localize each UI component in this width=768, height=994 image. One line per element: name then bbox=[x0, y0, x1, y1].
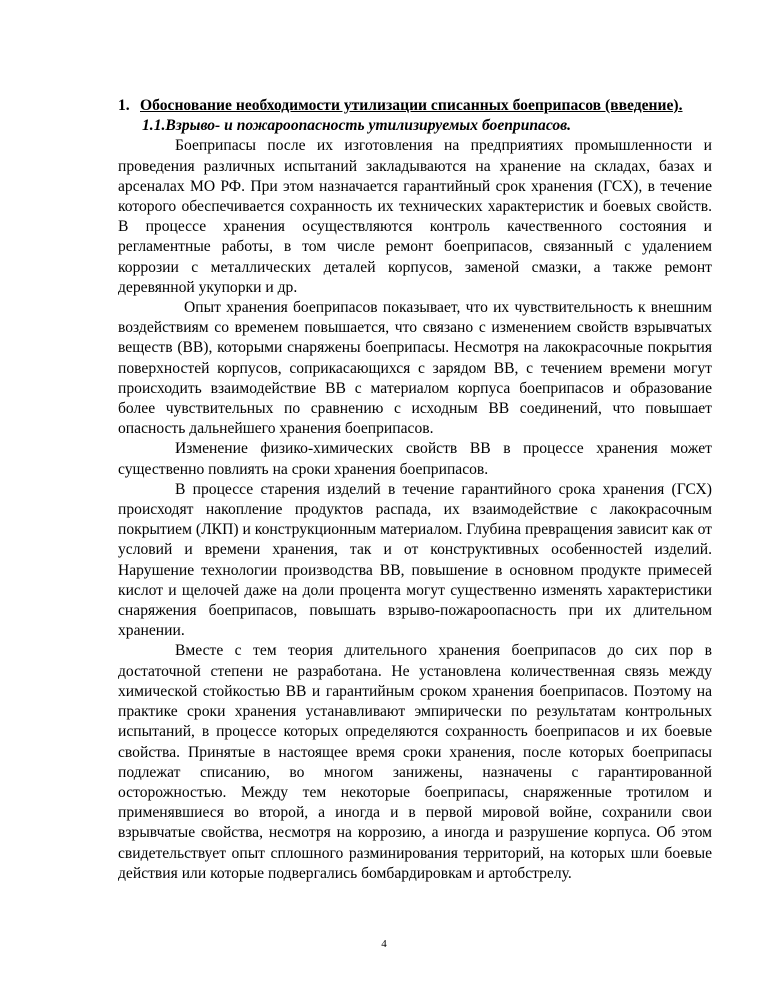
paragraph-2: Опыт хранения боеприпасов показывает, что их чувствительность к внешним воздействиям со временем повышается, что связано с изменением свойств взрывчатых веществ (ВВ), которыми снаряжены боеприпасы. Несмотря на лакокрасочные покрытия поверхностей корпусов, соприкасающихся с зарядом ВВ, с течением времени могут происходить взаимодействие ВВ с материалом корпуса боеприпасов и образование более чувствительных по сравнению с исходным ВВ соединений, что повышает опасность дальнейшего хранения боеприпасов. bbox=[118, 299, 712, 438]
subsection-heading: 1.1.Взрыво- и пожароопасность утилизируемых боеприпасов. bbox=[142, 117, 572, 135]
section-title: Обоснование необходимости утилизации списанных боеприпасов (введение). bbox=[140, 97, 683, 114]
paragraph-1: Боеприпасы после их изготовления на предприятиях промышленности и проведения различных испытаний закладываются на хранение на складах, базах и арсеналах МО РФ. При этом назначается гарантийный срок хранения (ГСХ), в течение которого обеспечивается сохранность их технических характеристик и боевых свойств. В процессе хранения осуществляются контроль качественного состояния и регламентные работы, в том числе ремонт боеприпасов, связанный с удалением коррозии с металлических деталей корпусов, заменой смазки, а также ремонт деревянной укупорки и др. bbox=[118, 137, 712, 296]
section-heading bbox=[118, 96, 712, 116]
section-number: 1. bbox=[118, 97, 130, 114]
paragraph-4: В процессе старения изделий в течение гарантийного срока хранения (ГСХ) происходят накопление продуктов распада, их взаимодействие с лакокрасочным покрытием (ЛКП) и конструкционным материалом. Глубина превращения зависит как от условий и времени хранения, так и от конструктивных особенностей изделий. Нарушение технологии производства ВВ, повышение в основном продукте примесей кислот и щелочей даже на доли процента могут существенно изменять характеристики снаряжения боеприпасов, повышать взрыво-пожароопасность при их длительном хранении. bbox=[118, 480, 712, 640]
paragraph-3: Изменение физико-химических свойств ВВ в процессе хранения может существенно повлиять на сроки хранения боеприпасов. bbox=[118, 440, 712, 478]
page-content bbox=[118, 96, 712, 884]
paragraph-5: Вместе с тем теория длительного хранения боеприпасов до сих пор в достаточной степени не разработана. Не установлена количественная связь между химической стойкостью ВВ и гарантийным сроком хранения боеприпасов. Поэтому на практике сроки хранения устанавливают эмпирически по результатам контрольных испытаний, в процессе которых определяются сохранность боеприпасов и их боевые свойства. Принятые в настоящее время сроки хранения, после которых боеприпасы подлежат списанию, во многом занижены, назначены с гарантированной осторожностью. Между тем некоторые боеприпасы, снаряженные тротилом и применявшиеся во второй, а иногда и в первой мировой войне, сохранили свои взрывчатые свойства, несмотря на коррозию, а иногда и разрушение корпуса. Об этом свидетельствует опыт сплошного разминирования территорий, на которых шли боевые действия или которые подвергались бомбардировкам и артобстрелу. bbox=[118, 642, 712, 882]
page-number: 4 bbox=[381, 938, 387, 950]
